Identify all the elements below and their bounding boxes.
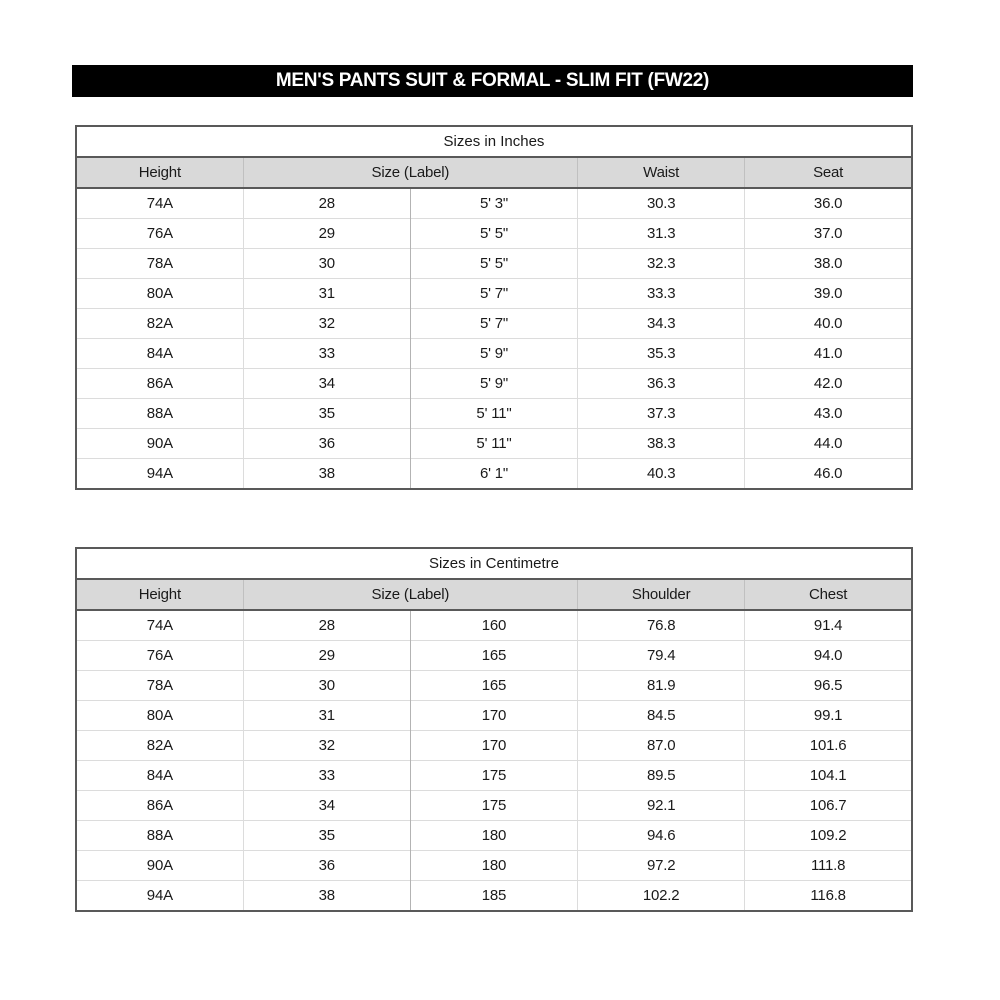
table-row <box>76 851 912 881</box>
table-row <box>76 339 912 369</box>
table-cell: 5' 9" <box>410 369 577 399</box>
table-cell: 99.1 <box>745 701 912 731</box>
table-cell: 5' 9" <box>410 339 577 369</box>
table-cell: 92.1 <box>578 791 745 821</box>
table-cell: 34 <box>243 369 410 399</box>
column-header-waist: Waist <box>578 157 745 188</box>
table-cell: 84.5 <box>578 701 745 731</box>
table-cell: 34 <box>243 791 410 821</box>
column-header-height: Height <box>76 579 243 610</box>
table-cell: 78A <box>76 671 243 701</box>
table-cell: 38.0 <box>745 249 912 279</box>
table-cell: 84A <box>76 761 243 791</box>
table-cell: 5' 11" <box>410 429 577 459</box>
table-cell: 84A <box>76 339 243 369</box>
sizes-in-centimetre-table <box>75 547 913 912</box>
sizes-in-inches-table <box>75 125 913 490</box>
table-cell: 33 <box>243 761 410 791</box>
table-cell: 175 <box>410 761 577 791</box>
table-cell: 80A <box>76 279 243 309</box>
table-row <box>76 731 912 761</box>
column-header-shoulder: Shoulder <box>578 579 745 610</box>
column-header-height: Height <box>76 157 243 188</box>
table-cell: 170 <box>410 701 577 731</box>
table-row <box>76 429 912 459</box>
table-cell: 111.8 <box>745 851 912 881</box>
table-cell: 5' 3" <box>410 188 577 219</box>
table-cell: 36 <box>243 429 410 459</box>
table-cell: 88A <box>76 399 243 429</box>
table-cell: 170 <box>410 731 577 761</box>
table-cell: 31.3 <box>578 219 745 249</box>
table-cell: 29 <box>243 219 410 249</box>
column-header-size-label: Size (Label) <box>243 157 577 188</box>
table-row <box>76 881 912 912</box>
table-row <box>76 309 912 339</box>
table-row <box>76 399 912 429</box>
table-cell: 96.5 <box>745 671 912 701</box>
table-cell: 32 <box>243 731 410 761</box>
table-cell: 5' 7" <box>410 279 577 309</box>
table-row <box>76 219 912 249</box>
table-cell: 109.2 <box>745 821 912 851</box>
table-title: Sizes in Centimetre <box>76 548 912 579</box>
table-cell: 87.0 <box>578 731 745 761</box>
table-row <box>76 369 912 399</box>
table-cell: 74A <box>146 195 173 212</box>
table-cell: 46.0 <box>745 459 912 490</box>
table-cell: 5' 5" <box>410 249 577 279</box>
table-cell: 91.4 <box>745 610 912 641</box>
column-header-size-label: Size (Label) <box>243 579 577 610</box>
table-title-row <box>76 548 912 579</box>
table-cell: 33 <box>243 339 410 369</box>
table-cell: 165 <box>410 641 577 671</box>
column-header-row <box>76 157 912 188</box>
table-cell: 28 <box>243 188 410 219</box>
table-cell: 97.2 <box>578 851 745 881</box>
table-cell: 90A <box>76 429 243 459</box>
table-cell: 32.3 <box>578 249 745 279</box>
table-cell: 76.8 <box>578 610 745 641</box>
table-cell: 86A <box>76 369 243 399</box>
table-cell: 74A <box>146 617 173 634</box>
table-cell: 76A <box>76 641 243 671</box>
table-cell: 40.0 <box>745 309 912 339</box>
table-title: Sizes in Inches <box>76 126 912 157</box>
table-cell: 38.3 <box>578 429 745 459</box>
table-row <box>76 188 912 219</box>
table-cell: 36 <box>243 851 410 881</box>
table-cell: 104.1 <box>745 761 912 791</box>
table-row <box>76 671 912 701</box>
column-header-seat: Seat <box>745 157 912 188</box>
table-row <box>76 821 912 851</box>
table-cell: 29 <box>243 641 410 671</box>
table-title-row <box>76 126 912 157</box>
table-cell: 90A <box>76 851 243 881</box>
table-cell: 116.8 <box>745 881 912 912</box>
table-cell: 80A <box>76 701 243 731</box>
table-cell: 36.0 <box>745 188 912 219</box>
table-cell: 38 <box>243 881 410 912</box>
table-cell: 165 <box>410 671 577 701</box>
table-row <box>76 610 912 641</box>
table-cell: 160 <box>410 610 577 641</box>
table-cell: 6' 1" <box>410 459 577 490</box>
table-cell: 78A <box>76 249 243 279</box>
table-cell: 89.5 <box>578 761 745 791</box>
table-cell: 30 <box>243 249 410 279</box>
table-cell: 28 <box>243 610 410 641</box>
column-header-chest: Chest <box>745 579 912 610</box>
table-row <box>76 791 912 821</box>
table-row <box>76 249 912 279</box>
table-cell: 82A <box>76 309 243 339</box>
table-row <box>76 279 912 309</box>
table-cell: 35 <box>243 399 410 429</box>
table-cell: 94.6 <box>578 821 745 851</box>
table-cell: 42.0 <box>745 369 912 399</box>
table-row <box>76 641 912 671</box>
table-cell: 86A <box>76 791 243 821</box>
chart-title: MEN'S PANTS SUIT & FORMAL - SLIM FIT (FW22) <box>275 70 710 91</box>
table-cell: 43.0 <box>745 399 912 429</box>
table-cell: 94A <box>76 881 243 912</box>
table-row <box>76 701 912 731</box>
table-cell: 36.3 <box>578 369 745 399</box>
table-cell: 175 <box>410 791 577 821</box>
table-cell: 5' 5" <box>410 219 577 249</box>
table-cell: 94A <box>76 459 243 490</box>
table-cell: 76A <box>76 219 243 249</box>
table-cell: 180 <box>410 851 577 881</box>
table-cell: 180 <box>410 821 577 851</box>
table-cell: 32 <box>243 309 410 339</box>
chart-title-bar <box>72 65 913 97</box>
table-cell: 30 <box>243 671 410 701</box>
table-cell: 35 <box>243 821 410 851</box>
table-cell: 39.0 <box>745 279 912 309</box>
table-cell: 40.3 <box>578 459 745 490</box>
table-cell: 30.3 <box>578 188 745 219</box>
table-cell: 37.3 <box>578 399 745 429</box>
table-cell: 31 <box>243 701 410 731</box>
table-cell: 106.7 <box>745 791 912 821</box>
table-cell: 94.0 <box>745 641 912 671</box>
table-cell: 34.3 <box>578 309 745 339</box>
table-cell: 37.0 <box>745 219 912 249</box>
table-cell: 82A <box>76 731 243 761</box>
table-cell: 79.4 <box>578 641 745 671</box>
table-cell: 38 <box>243 459 410 490</box>
table-cell: 185 <box>410 881 577 912</box>
table-cell: 88A <box>76 821 243 851</box>
table-cell: 5' 7" <box>410 309 577 339</box>
column-header-row <box>76 579 912 610</box>
table-cell: 33.3 <box>578 279 745 309</box>
table-cell: 41.0 <box>745 339 912 369</box>
table-cell: 44.0 <box>745 429 912 459</box>
table-cell: 81.9 <box>578 671 745 701</box>
table-cell: 101.6 <box>745 731 912 761</box>
table-cell: 102.2 <box>578 881 745 912</box>
table-cell: 35.3 <box>578 339 745 369</box>
table-cell: 31 <box>243 279 410 309</box>
table-row <box>76 459 912 490</box>
table-row <box>76 761 912 791</box>
table-cell: 5' 11" <box>410 399 577 429</box>
